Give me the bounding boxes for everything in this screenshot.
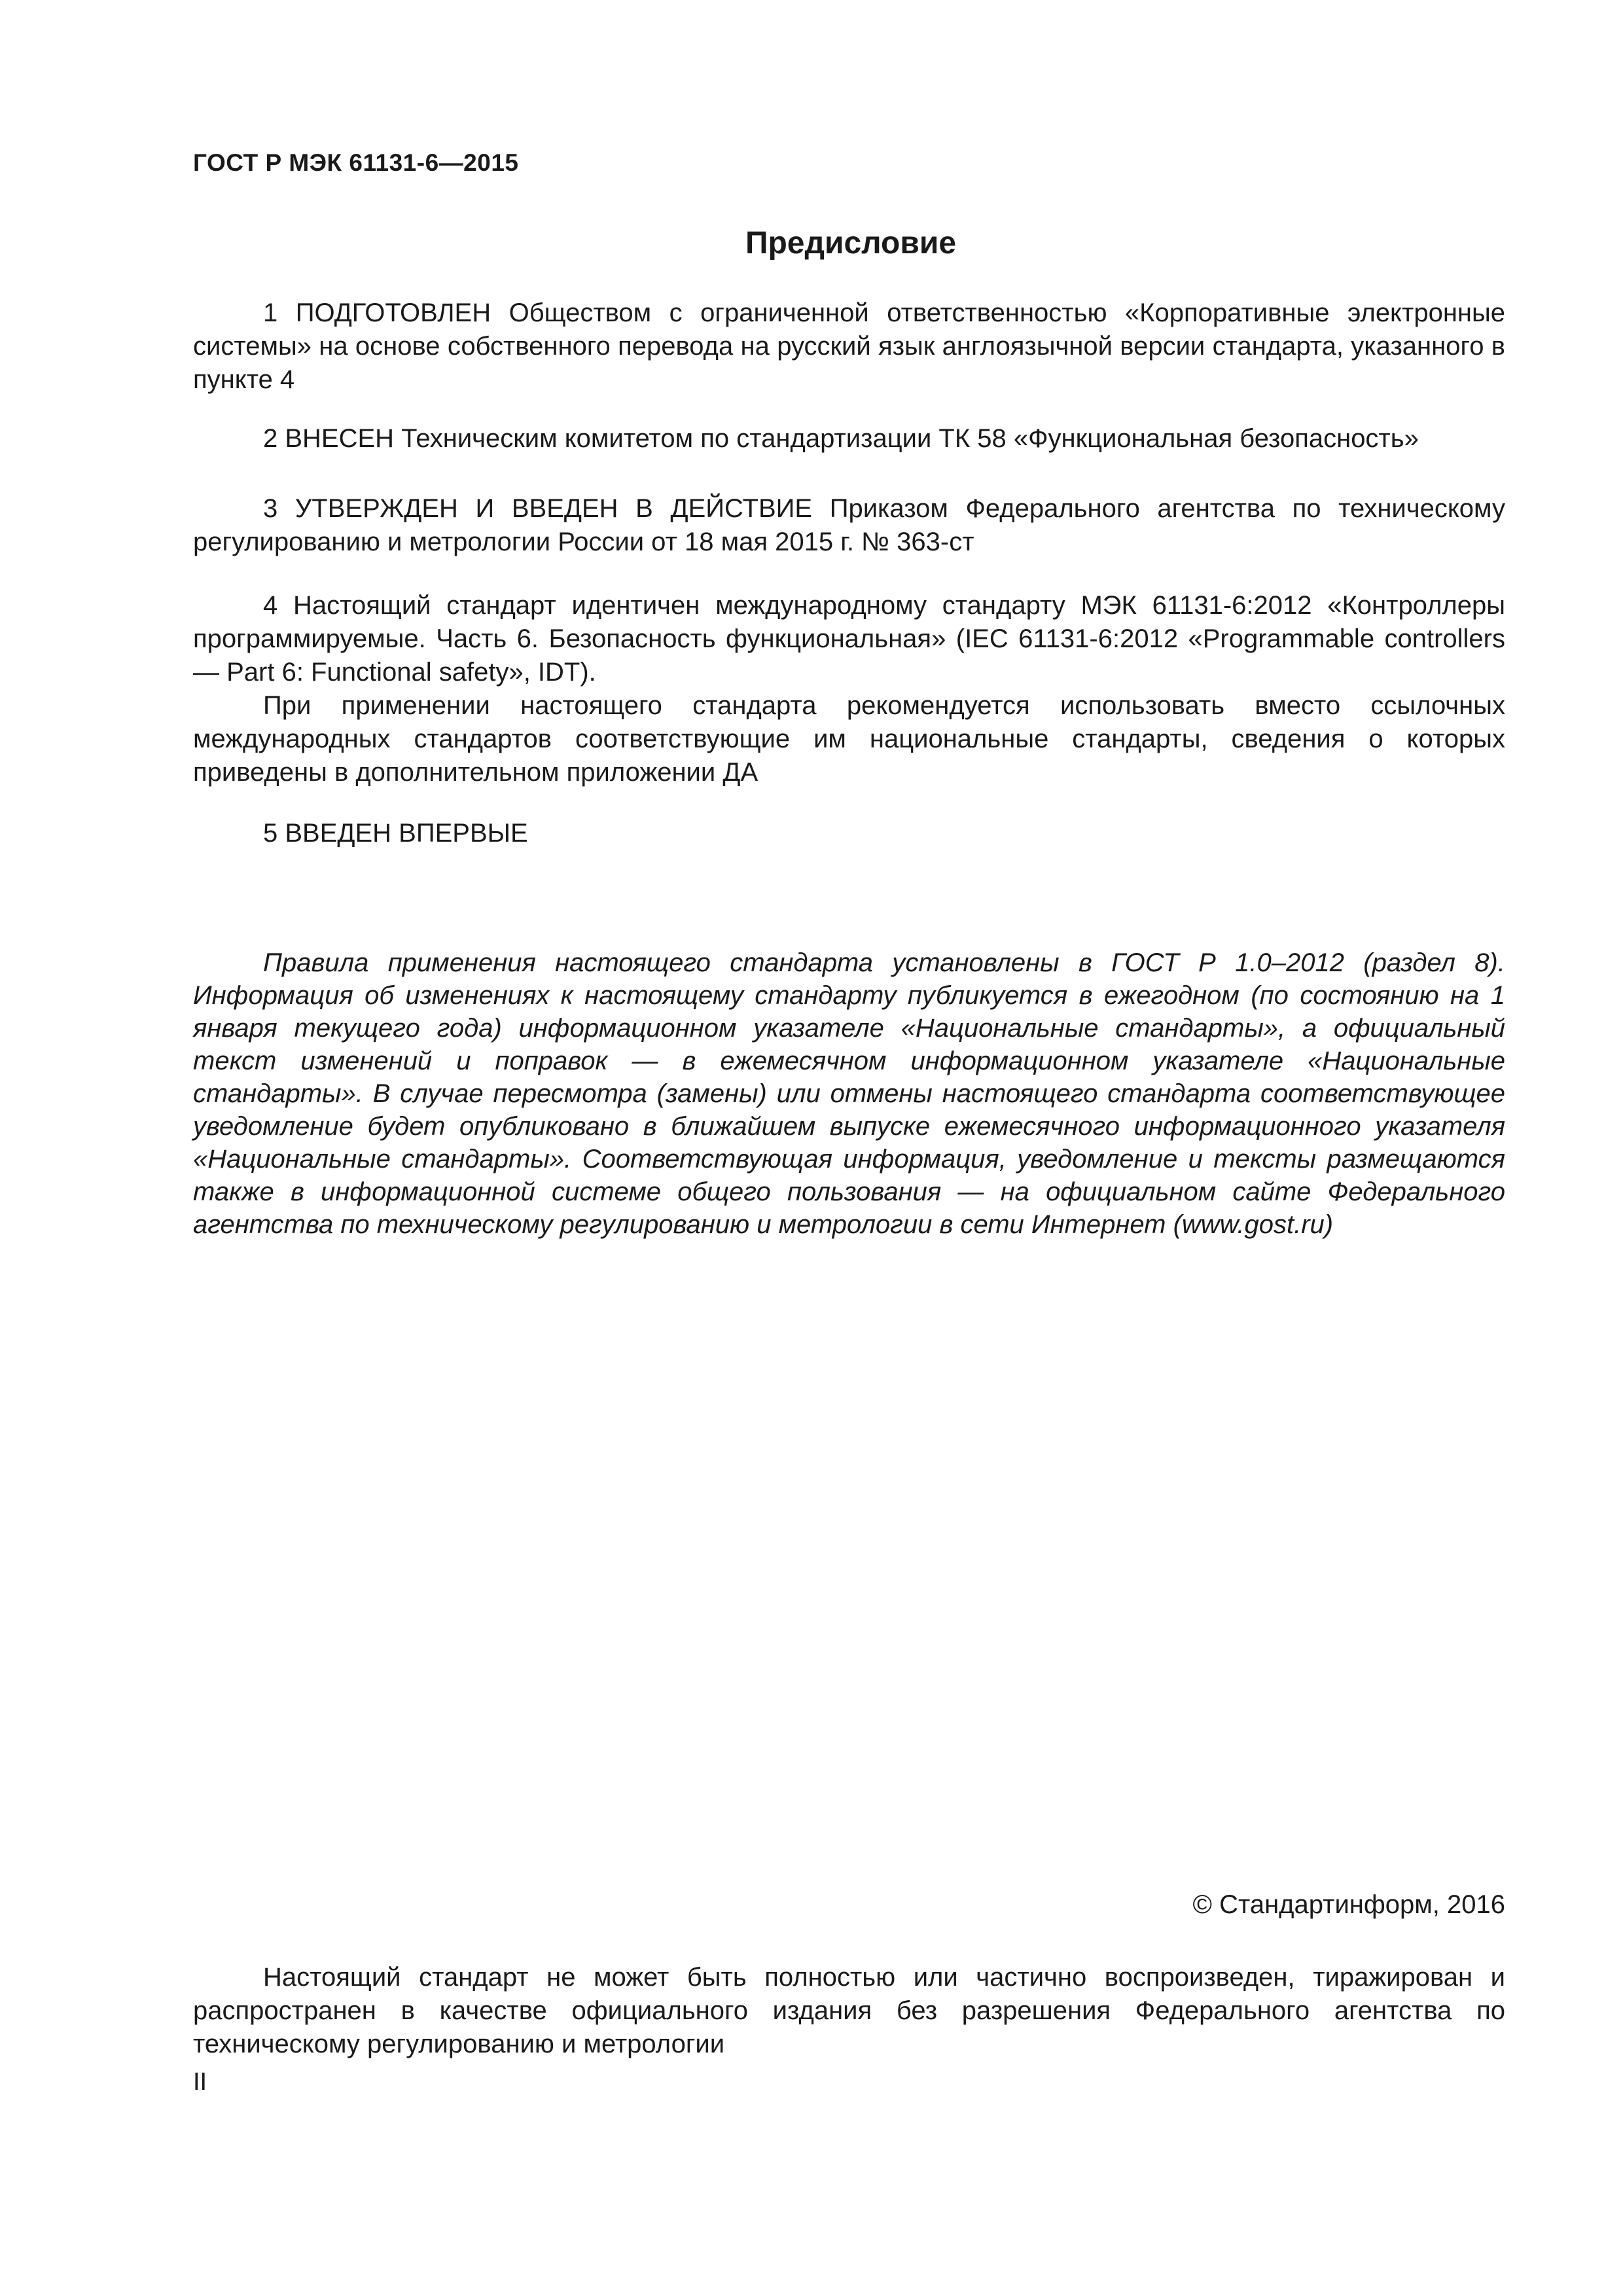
section-2-text: 2 ВНЕСЕН Техническим комитетом по стандартизации ТК 58 «Функциональная безопасность»	[263, 424, 1419, 453]
application-notice-text: Правила применения настоящего стандарта установлены в ГОСТ Р 1.0–2012 (раздел 8). Информация об изменениях к настоящему стандарту публикуется в ежегодном (по состоянию на 1 января текущего года) информационном указателе «Национальные стандарты», а официальный текст изменений и поправок — в ежемесячном информационном указателе «Национальные стандарты». В случае пересмотра (замены) или отмены настоящего стандарта соответствующее уведомление будет опубликовано в ближайшем выпуске ежемесячного информационного указателя «Национальные стандарты». Соответствующая информация, уведомление и тексты размещаются также в информационной системе общего пользования — на официальном сайте Федерального агентства по техническому регулированию и метрологии в сети Интернет (www.gost.ru)	[193, 948, 1505, 1239]
document-header: ГОСТ Р МЭК 61131-6—2015	[193, 149, 519, 176]
section-3	[193, 492, 1505, 559]
section-5-text: 5 ВВЕДЕН ВПЕРВЫЕ	[263, 819, 528, 848]
reproduction-notice-text: Настоящий стандарт не может быть полностью или частично воспроизведен, тиражирован и распространен в качестве официального издания без разрешения Федерального агентства по техническому регулированию и метрологии	[193, 1963, 1505, 2058]
page-title: Предисловие	[745, 226, 957, 260]
section-5	[193, 817, 1505, 850]
section-3-text: 3 УТВЕРЖДЕН И ВВЕДЕН В ДЕЙСТВИЕ Приказом Федерального агентства по техническому регулированию и метрологии России от 18 мая 2015 г. № 363-ст	[193, 494, 1505, 556]
section-4-note: При применении настоящего стандарта рекомендуется использовать вместо ссылочных международных стандартов соответствующие им национальные стандарты, сведения о которых приведены в дополнительном приложении ДА	[193, 691, 1505, 787]
reproduction-notice	[193, 1961, 1505, 2061]
copyright-line: © Стандартинформ, 2016	[1192, 1890, 1505, 1919]
section-2	[193, 422, 1505, 456]
page-number: II	[193, 2068, 207, 2096]
section-4	[193, 589, 1505, 789]
section-1	[193, 296, 1505, 397]
section-4-text: 4 Настоящий стандарт идентичен международному стандарту МЭК 61131-6:2012 «Контроллеры программируемые. Часть 6. Безопасность функциональная» (IEC 61131-6:2012 «Programmable controllers — Part 6: Functional safety», IDT).	[193, 591, 1505, 687]
section-1-text: 1 ПОДГОТОВЛЕН Обществом с ограниченной ответственностью «Корпоративные электронные системы» на основе собственного перевода на русский язык англоязычной версии стандарта, указанного в пункте 4	[193, 298, 1505, 394]
application-notice	[193, 946, 1505, 1241]
